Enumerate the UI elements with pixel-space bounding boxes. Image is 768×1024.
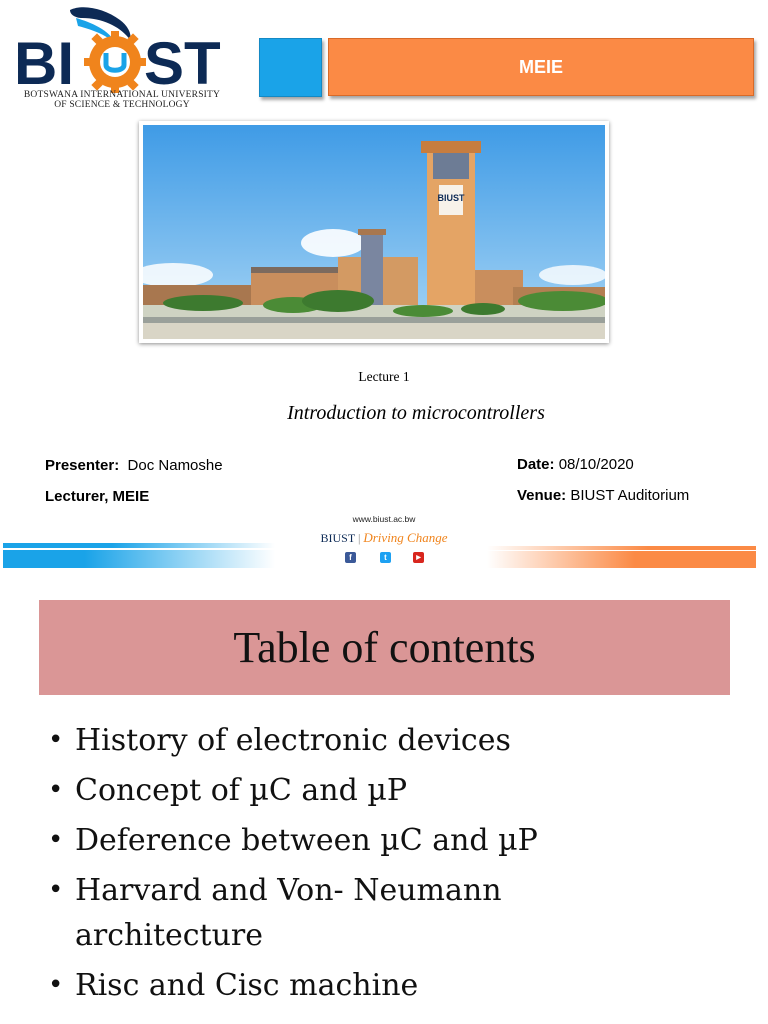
svg-text:BI: BI — [14, 30, 74, 96]
program-banner: MEIE — [328, 38, 754, 96]
venue-line — [517, 487, 689, 504]
tagline-separator: | — [357, 531, 361, 545]
logo-subtitle-line2: OF SCIENCE & TECHNOLOGY — [54, 100, 190, 109]
orange-stripe-bottom — [487, 551, 756, 568]
presenter-value: Doc Namoshe — [127, 457, 223, 474]
date-label: Date: — [517, 456, 555, 473]
venue-label: Venue: — [517, 487, 567, 504]
toc-item: • History of electronic devices — [44, 718, 744, 763]
toc-list — [44, 718, 744, 1013]
presenter-label: Presenter: — [45, 457, 120, 474]
logo-subtitle-line1: BOTSWANA INTERNATIONAL UNIVERSITY — [23, 90, 221, 100]
blue-stripe-bottom — [3, 550, 275, 568]
svg-text:ST: ST — [144, 30, 221, 96]
lecturer-line — [45, 488, 149, 505]
lecture-number: Lecture 1 — [358, 369, 410, 384]
campus-photo-illustration — [143, 125, 605, 339]
orange-stripe-top — [487, 546, 756, 550]
youtube-icon[interactable]: ▶ — [413, 552, 424, 563]
date-value: 08/10/2020 — [558, 456, 634, 473]
campus-photo — [139, 121, 609, 343]
facebook-icon[interactable]: f — [345, 552, 356, 563]
tagline-brand: BIUST — [320, 531, 355, 545]
twitter-icon[interactable]: t — [380, 552, 391, 563]
building-sign: BIUST — [437, 193, 465, 203]
blue-accent-block — [259, 38, 322, 97]
tagline-slogan: Driving Change — [363, 530, 448, 545]
toc-item: • Concept of µC and µP — [44, 768, 744, 813]
date-line — [517, 456, 634, 473]
toc-title: Table of contents — [39, 600, 730, 695]
blue-stripe-top — [3, 543, 275, 548]
toc-item: • Deference between µC and µP — [44, 818, 744, 863]
lecturer-title: Lecturer, MEIE — [45, 488, 150, 505]
logo-graphic — [12, 4, 242, 96]
lecture-title: Introduction to microcontrollers — [287, 402, 545, 424]
website-url[interactable]: www.biust.ac.bw — [352, 514, 416, 524]
presenter-line — [45, 457, 223, 474]
toc-item: • Risc and Cisc machine — [44, 963, 744, 1008]
venue-value: BIUST Auditorium — [570, 487, 690, 504]
toc-item: • Harvard and Von- Neumann architecture — [44, 868, 595, 958]
biust-logo — [12, 4, 242, 110]
